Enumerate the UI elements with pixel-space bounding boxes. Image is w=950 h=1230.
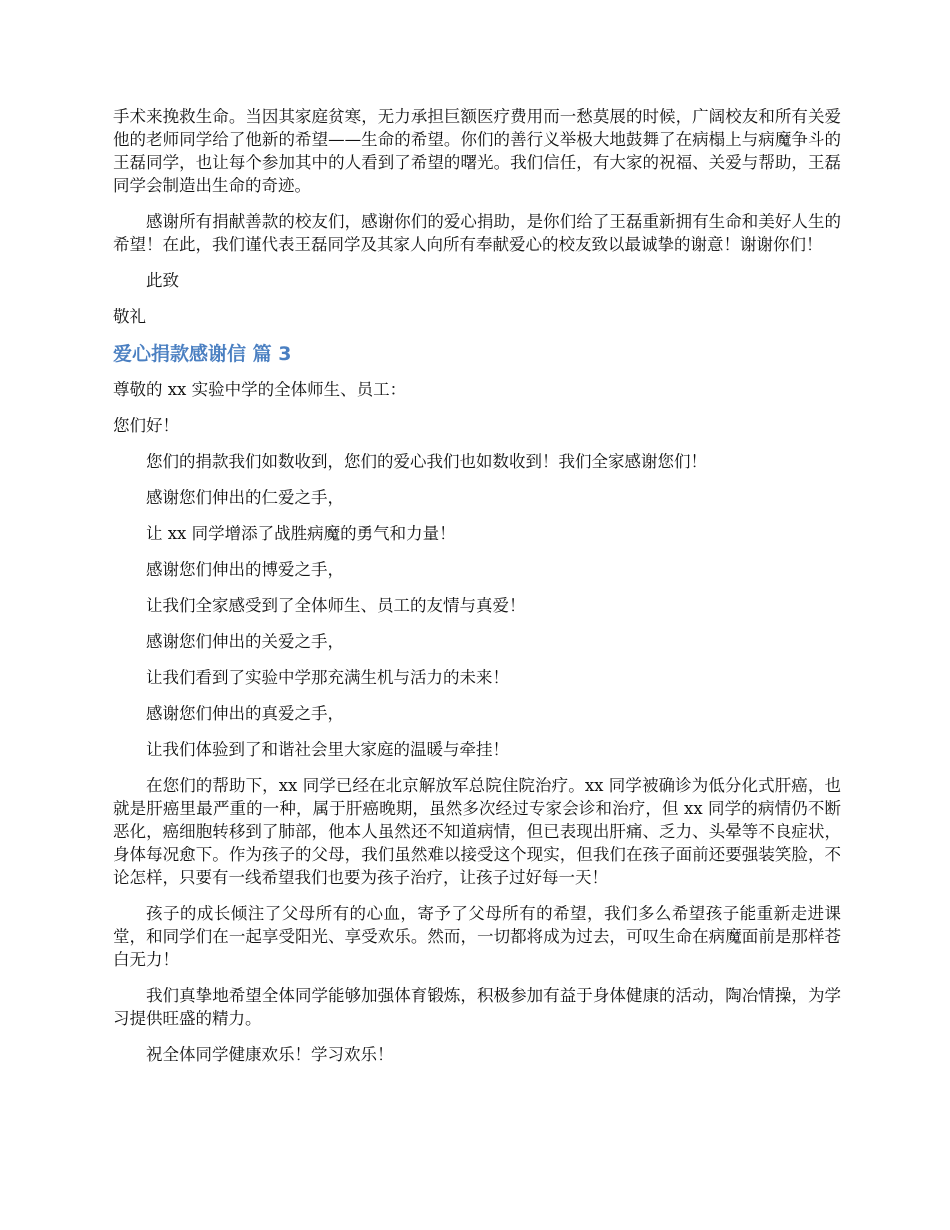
salutation: 尊敬的 xx 实验中学的全体师生、员工：	[113, 380, 407, 399]
paragraph-wish-students: 我们真挚地希望全体同学能够加强体育锻炼，积极参加有益于身体健康的活动，陶冶情操，为学习提供旺盛的精力。	[113, 986, 841, 1028]
document-page	[113, 105, 841, 1079]
paragraph: 您们的捐款我们如数收到，您们的爱心我们也如数收到！我们全家感谢您们！	[146, 452, 707, 471]
paragraph-thanks-alumni: 感谢所有捐献善款的校友们，感谢你们的爱心捐助，是你们给了王磊重新拥有生命和美好人生的希望！在此，我们谨代表王磊同学及其家人向所有奉献爱心的校友致以最诚挚的谢意！谢谢你们！	[113, 212, 841, 254]
paragraph: 感谢您们伸出的仁爱之手，	[146, 488, 344, 507]
paragraph: 感谢您们伸出的真爱之手，	[146, 704, 344, 723]
paragraph: 让我们看到了实验中学那充满生机与活力的未来！	[146, 668, 509, 687]
paragraph-treatment-status: 在您们的帮助下，xx 同学已经在北京解放军总院住院治疗。xx 同学被确诊为低分化式肝癌，也就是肝癌里最严重的一种，属于肝癌晚期，虽然多次经过专家会诊和治疗，但 xx 同学的病情仍不断恶化，癌细胞转移到了肺部，他本人虽然还不知道病情，但已表现出肝痛、乏力、头晕等不良症状，身体每况愈下。作为孩子的父母，我们虽然难以接受这个现实，但我们在孩子面前还要强装笑脸，不论怎样，只要有一线希望我们也要为孩子治疗，让孩子过好每一天！	[113, 776, 841, 887]
section-heading-letter-3: 爱心捐款感谢信 篇 3	[113, 343, 292, 365]
paragraph-blessing: 祝全体同学健康欢乐！学习欢乐！	[146, 1045, 394, 1064]
closing-cizhi: 此致	[146, 271, 179, 290]
paragraph: 感谢您们伸出的关爱之手，	[146, 632, 344, 651]
paragraph-previous-letter-body: 手术来挽救生命。当因其家庭贫寒，无力承担巨额医疗费用而一愁莫展的时候，广阔校友和所有关爱他的老师同学给了他新的希望——生命的希望。你们的善行义举极大地鼓舞了在病榻上与病魔争斗的王磊同学，也让每个参加其中的人看到了希望的曙光。我们信任，有大家的祝福、关爱与帮助，王磊同学会制造出生命的奇迹。	[113, 107, 841, 195]
paragraph: 让我们全家感受到了全体师生、员工的友情与真爱！	[146, 596, 526, 615]
paragraph: 感谢您们伸出的博爱之手，	[146, 560, 344, 579]
paragraph-parents-hope: 孩子的成长倾注了父母所有的心血，寄予了父母所有的希望，我们多么希望孩子能重新走进课堂，和同学们在一起享受阳光、享受欢乐。然而，一切都将成为过去，可叹生命在病魔面前是那样苍白无力！	[113, 904, 841, 969]
paragraph: 让 xx 同学增添了战胜病魔的勇气和力量！	[146, 524, 456, 543]
greeting: 您们好！	[113, 416, 179, 435]
paragraph: 让我们体验到了和谐社会里大家庭的温暖与牵挂！	[146, 740, 509, 759]
closing-jingli: 敬礼	[113, 307, 146, 326]
